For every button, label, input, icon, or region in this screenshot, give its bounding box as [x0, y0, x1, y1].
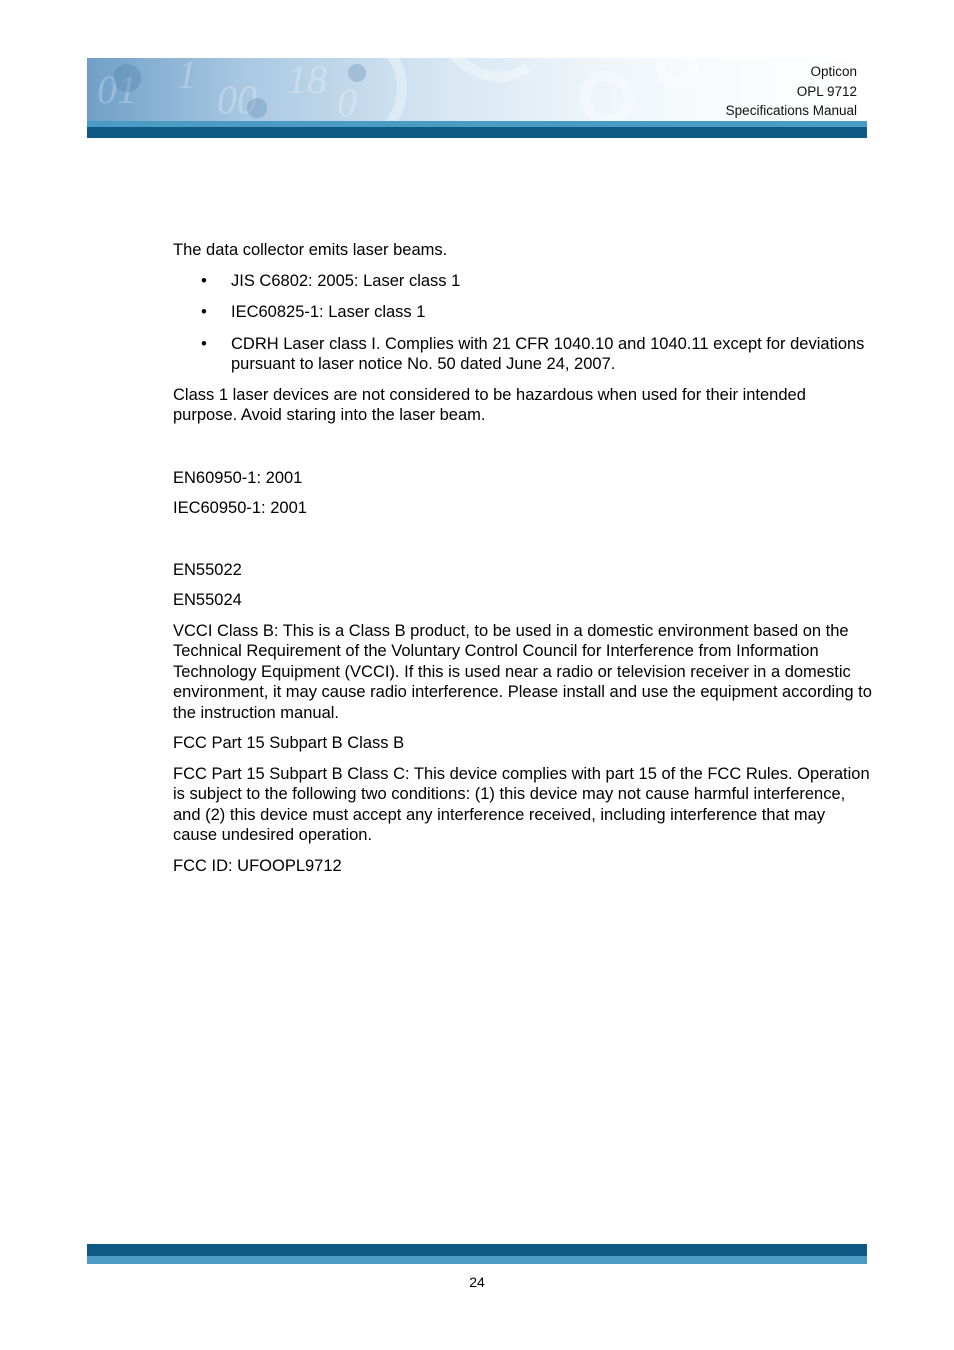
header-text: [726, 62, 857, 121]
emc-vcci: VCCI Class B: This is a Class B product, to be used in a domestic environment based on the Technical Requirement of the Voluntary Control Council for Interference from Information Technology Equipment (VCCI). If this is used near a radio or television receiver in a domestic environment, it may cause radio interference. Please install and use the equipment according to the instruction manual.: [173, 621, 872, 722]
svg-text:01: 01: [97, 67, 137, 112]
laser-intro: The data collector emits laser beams.: [173, 241, 448, 259]
list-item-text: IEC60825-1: Laser class 1: [231, 303, 426, 321]
list-item: [173, 302, 873, 323]
svg-text:0: 0: [337, 80, 357, 121]
bullet-icon: •: [201, 334, 207, 353]
safety-standard-en: EN60950-1: 2001: [173, 468, 303, 487]
safety-standard-iec: IEC60950-1: 2001: [173, 499, 307, 517]
page-number: 24: [469, 1274, 485, 1290]
bullet-icon: •: [201, 303, 207, 321]
header-document-title: Specifications Manual: [725, 103, 857, 118]
laser-note: Class 1 laser devices are not considered to be hazardous when used for their intended purpose. Avoid staring into the laser beam.: [173, 385, 806, 424]
bullet-icon: •: [201, 271, 207, 290]
svg-text:00: 00: [217, 77, 257, 121]
footer-bar-light: [87, 1256, 867, 1264]
header-banner-image: [87, 58, 867, 121]
emc-fcc-class-b: FCC Part 15 Subpart B Class B: [173, 734, 405, 752]
emc-fcc-id: FCC ID: UFOOPL9712: [173, 856, 342, 875]
svg-text:1: 1: [177, 58, 197, 97]
header-company: Opticon: [810, 64, 857, 79]
emc-en55024: EN55024: [173, 591, 242, 609]
list-item-text: CDRH Laser class I. Complies with 21 CFR 1040.10 and 1040.11 except for deviations pursuant to laser notice No. 50 dated June 24, 2007.: [231, 334, 865, 373]
svg-text:18: 18: [287, 58, 327, 102]
page-header: [87, 58, 867, 138]
document-body: [173, 240, 873, 876]
list-item-text: JIS C6802: 2005: Laser class 1: [231, 271, 461, 290]
laser-list: [173, 271, 873, 375]
list-item: [173, 334, 873, 375]
emc-en55022: EN55022: [173, 560, 242, 579]
header-bar-dark: [87, 127, 867, 138]
footer-bar-dark: [87, 1244, 867, 1256]
header-product: OPL 9712: [796, 83, 857, 99]
list-item: [173, 271, 873, 292]
emc-fcc-class-c: FCC Part 15 Subpart B Class C: This device complies with part 15 of the FCC Rules. Operation is subject to the following two conditions: (1) this device may not cause harmful interference, and (2) this device must accept any interference received, including interference that may cause undesired operation.: [173, 764, 870, 844]
